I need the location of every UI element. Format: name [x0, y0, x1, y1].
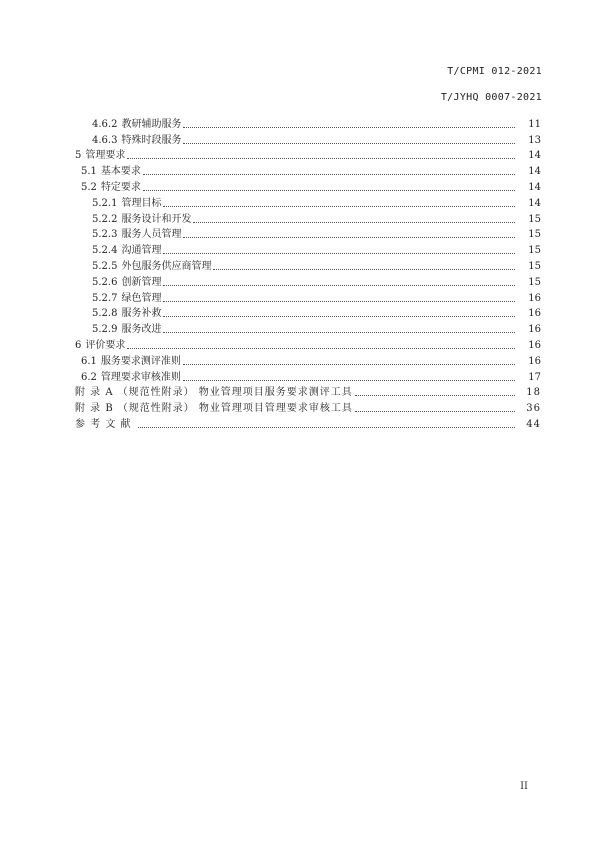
toc-entry-page: 17 [528, 371, 541, 383]
toc-leader-dots [193, 222, 515, 223]
toc-entry-number: 5.2.1 [92, 197, 118, 209]
toc-leader-dots [355, 395, 515, 396]
toc-entry-number: 6 [75, 339, 82, 351]
toc-entry-number: 4.6.2 [92, 118, 118, 130]
toc-entry-page: 16 [528, 339, 541, 351]
toc-entry-label [92, 323, 163, 336]
toc-leader-dots [163, 253, 515, 254]
toc-leader-dots [163, 285, 515, 286]
toc-entry-title: 服务要求测评准则 [100, 355, 181, 367]
toc-entry-number: 5 [75, 150, 82, 162]
toc-entry-number: 5.2.4 [92, 245, 118, 257]
toc-entry-page: 16 [528, 292, 541, 304]
toc-entry-label [92, 307, 163, 320]
toc-entry[interactable] [0, 415, 541, 431]
toc-entry-page: 14 [528, 166, 541, 178]
toc-entry-label [75, 149, 127, 162]
toc-entry-label [92, 228, 183, 241]
toc-entry-title: 服务设计和开发 [121, 213, 192, 225]
toc-entry-number: 附 录 A [75, 387, 114, 399]
toc-entry-label [92, 118, 183, 131]
toc-entry-title: （规范性附录） 物业管理项目服务要求测评工具 [117, 387, 353, 399]
toc-leader-dots [163, 206, 515, 207]
toc-entry[interactable] [0, 368, 541, 384]
toc-entry-label [75, 339, 127, 352]
toc-entry-page: 44 [526, 418, 541, 430]
toc-entry-number: 5.2.7 [92, 292, 118, 304]
toc-entry-page: 18 [526, 387, 541, 399]
toc-entry-page: 13 [528, 134, 541, 146]
toc-entry-page: 14 [528, 197, 541, 209]
standard-number-secondary: T/JYHQ 0007-2021 [440, 92, 542, 103]
toc-leader-dots [183, 237, 515, 238]
toc-entry-page: 16 [528, 308, 541, 320]
toc-entry-label [81, 165, 143, 178]
toc-entry[interactable] [0, 241, 541, 257]
toc-leader-dots [143, 190, 515, 191]
toc-entry[interactable] [0, 384, 541, 400]
toc-leader-dots [127, 158, 515, 159]
toc-entry[interactable] [0, 147, 541, 163]
toc-entry-title: 服务改进 [121, 324, 162, 336]
toc-leader-dots [183, 143, 515, 144]
toc-entry-title: （规范性附录） 物业管理项目管理要求审核工具 [117, 403, 353, 415]
toc-entry-title: 评价要求 [85, 339, 126, 351]
toc-entry-label [75, 402, 355, 415]
toc-entry-page: 16 [528, 355, 541, 367]
toc-entry[interactable] [0, 289, 541, 305]
toc-leader-dots [183, 127, 515, 128]
toc-entry-number: 5.2.9 [92, 324, 118, 336]
toc-entry-page: 14 [528, 150, 541, 162]
toc-entry-number: 参 考 文 献 [75, 418, 132, 430]
toc-entry-label [92, 134, 183, 147]
toc-entry-page: 15 [528, 260, 541, 272]
toc-entry[interactable] [0, 162, 541, 178]
toc-leader-dots [355, 411, 515, 412]
toc-entry-number: 5.2.5 [92, 260, 118, 272]
toc-entry[interactable] [0, 115, 541, 131]
toc-entry-label [92, 213, 193, 226]
toc-entry-page: 15 [528, 229, 541, 241]
toc-entry-number: 5.1 [81, 166, 97, 178]
toc-entry-title: 创新管理 [121, 276, 162, 288]
toc-entry-label [92, 276, 163, 289]
toc-entry-number: 5.2.3 [92, 229, 118, 241]
toc-entry[interactable] [0, 399, 541, 415]
toc-entry[interactable] [0, 336, 541, 352]
toc-leader-dots [213, 269, 515, 270]
toc-entry-number: 4.6.3 [92, 134, 118, 146]
toc-entry-label [75, 418, 138, 431]
toc-entry-title: 绿色管理 [121, 292, 162, 304]
toc-entry-label [81, 355, 183, 368]
toc-entry-title: 管理目标 [121, 197, 162, 209]
toc-leader-dots [163, 332, 515, 333]
toc-entry-label [81, 181, 143, 194]
toc-entry-title: 服务补救 [121, 308, 162, 320]
toc-entry-title: 基本要求 [100, 166, 141, 178]
toc-leader-dots [127, 348, 515, 349]
toc-entry[interactable] [0, 352, 541, 368]
toc-entry[interactable] [0, 305, 541, 321]
toc-leader-dots [183, 380, 515, 381]
toc-entry-title: 外包服务供应商管理 [121, 260, 212, 272]
standard-number-primary: T/CPMI 012-2021 [447, 66, 542, 77]
toc-entry-label [92, 292, 163, 305]
toc-entry-title: 管理要求审核准则 [100, 371, 181, 383]
toc-entry[interactable] [0, 131, 541, 147]
toc-leader-dots [143, 174, 515, 175]
toc-entry-page: 14 [528, 181, 541, 193]
toc-entry-number: 5.2.6 [92, 276, 118, 288]
toc-entry-label [75, 386, 355, 399]
toc-entry-title: 特定要求 [100, 181, 141, 193]
toc-entry-title: 教研辅助服务 [121, 118, 182, 130]
toc-leader-dots [183, 364, 515, 365]
toc-entry[interactable] [0, 320, 541, 336]
toc-entry-label [81, 371, 183, 384]
toc-entry-page: 16 [528, 324, 541, 336]
toc-entry-page: 15 [528, 213, 541, 225]
toc-entry-label [92, 260, 213, 273]
toc-entry-page: 36 [526, 403, 541, 415]
toc-entry-page: 15 [528, 276, 541, 288]
toc-leader-dots [138, 427, 515, 428]
table-of-contents [0, 115, 600, 431]
toc-entry-label [92, 244, 163, 257]
toc-entry-page: 11 [528, 118, 541, 130]
toc-leader-dots [163, 301, 515, 302]
toc-entry-number: 5.2.8 [92, 308, 118, 320]
toc-entry-page: 15 [528, 245, 541, 257]
toc-entry-title: 服务人员管理 [121, 229, 182, 241]
toc-entry-number: 6.2 [81, 371, 97, 383]
page-number: II [520, 781, 528, 792]
toc-entry-number: 6.1 [81, 355, 97, 367]
toc-entry-label [92, 197, 163, 210]
toc-entry[interactable] [0, 210, 541, 226]
toc-entry-number: 5.2 [81, 181, 97, 193]
toc-entry-title: 沟通管理 [121, 245, 162, 257]
toc-entry[interactable] [0, 273, 541, 289]
toc-entry-number: 5.2.2 [92, 213, 118, 225]
toc-entry-title: 特殊时段服务 [121, 134, 182, 146]
toc-entry-title: 管理要求 [85, 150, 126, 162]
toc-entry[interactable] [0, 178, 541, 194]
toc-leader-dots [163, 316, 515, 317]
toc-entry[interactable] [0, 257, 541, 273]
toc-entry-number: 附 录 B [75, 403, 114, 415]
toc-entry[interactable] [0, 194, 541, 210]
toc-entry[interactable] [0, 226, 541, 242]
